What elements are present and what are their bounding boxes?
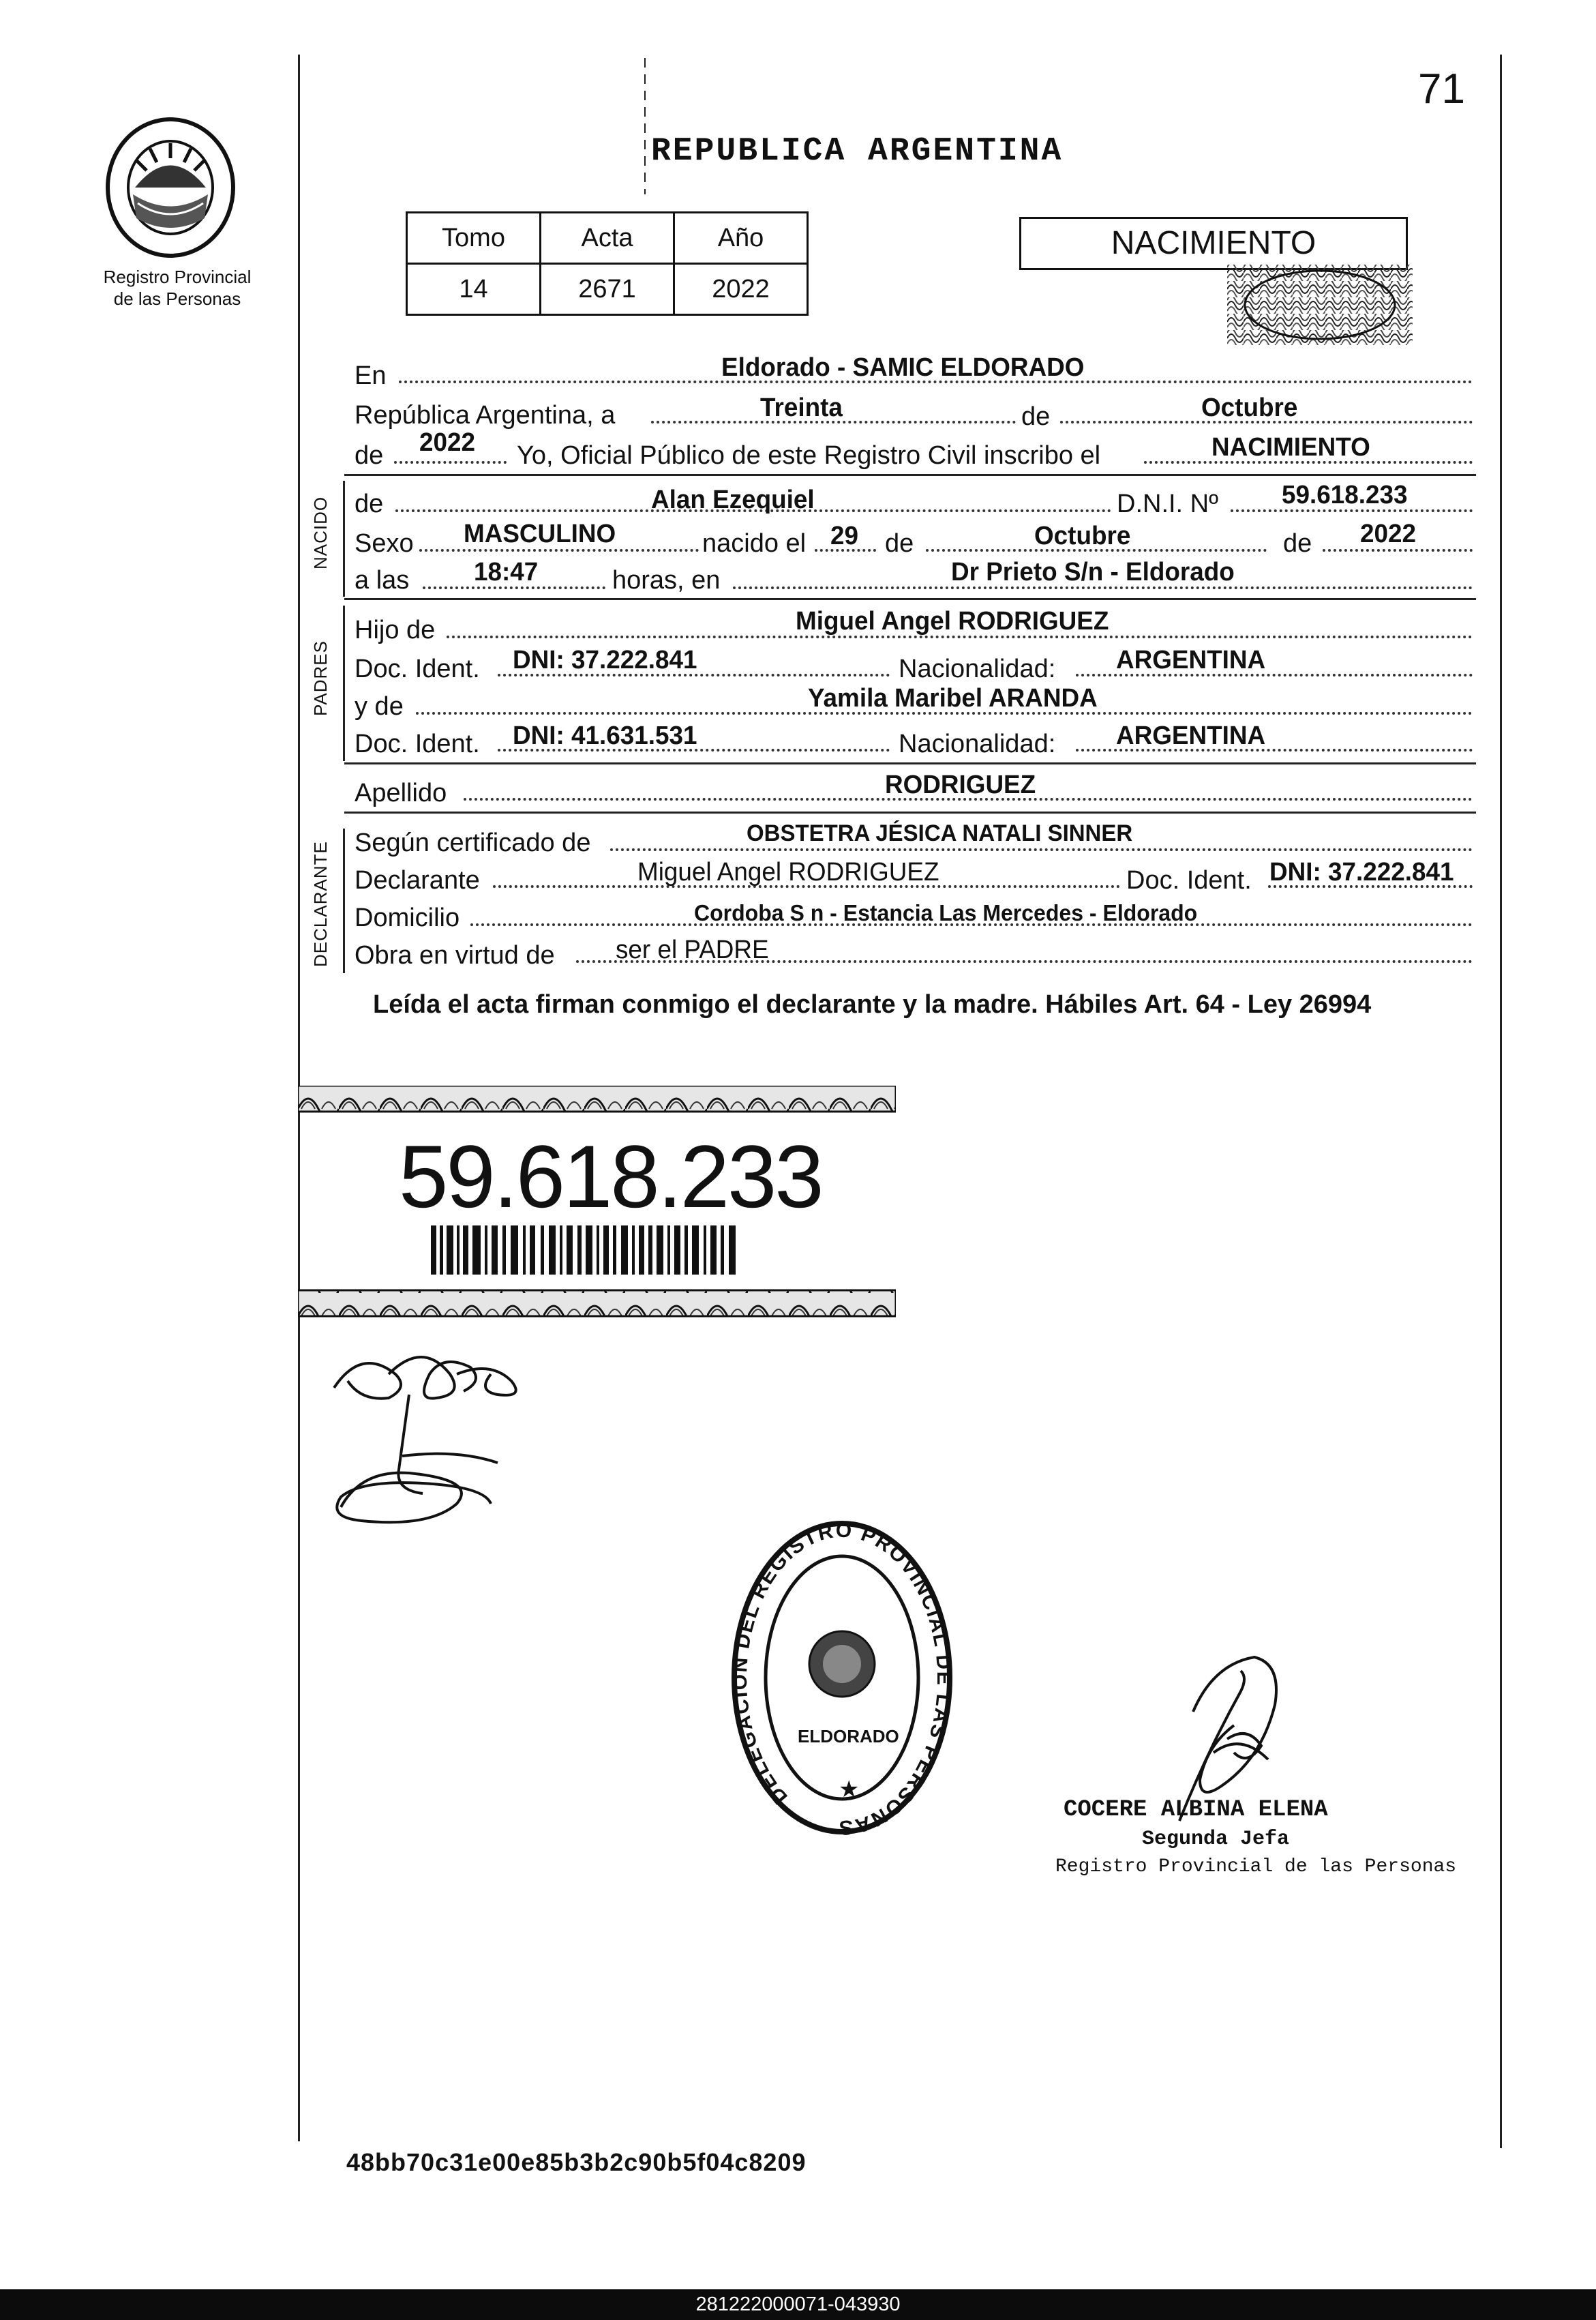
logo-caption-line-2: de las Personas: [113, 288, 241, 309]
id-number-large: 59.618.233: [399, 1127, 822, 1226]
mother-nationality-label: Nacionalidad:: [899, 730, 1056, 758]
logo-caption-line-1: Registro Provincial: [103, 267, 252, 287]
republica-label: República Argentina, a: [355, 401, 616, 430]
mother-doc: DNI: 41.631.531: [513, 722, 697, 750]
registry-header-anio: Año: [674, 213, 808, 264]
registry-table-value-row: [407, 264, 808, 315]
nacido-section-bar: [343, 481, 345, 597]
child-dni: 59.618.233: [1282, 481, 1408, 509]
registry-header-acta: Acta: [541, 213, 674, 264]
declarante-section-bar: [343, 829, 345, 973]
en-label: En: [355, 361, 387, 390]
father-doc-label: Doc. Ident.: [355, 655, 480, 683]
document-code-bar: [0, 2289, 1596, 2320]
registration-year: 2022: [419, 428, 476, 457]
nacido-el-label: nacido el: [702, 529, 807, 558]
declarante-section-label: DECLARANTE: [310, 841, 331, 967]
de-label-2: de: [355, 441, 384, 470]
child-name: Alan Ezequiel: [651, 486, 815, 514]
declarant-name: Miguel Angel RODRIGUEZ: [637, 858, 939, 887]
father-name: Miguel Angel RODRIGUEZ: [796, 607, 1109, 636]
nacido-section-label: NACIDO: [310, 496, 331, 569]
registry-header-tomo: Tomo: [407, 213, 541, 264]
act-type-box: NACIMIENTO: [1019, 217, 1408, 270]
apellido-label: Apellido: [355, 779, 447, 807]
svg-text:ELDORADO: ELDORADO: [798, 1726, 899, 1746]
svg-text:DELEGACION DEL REGISTRO PROVIN: DELEGACION DEL REGISTRO PROVINCIAL DE LAS PERSONAS: [729, 1519, 954, 1838]
sexo-dots: [419, 549, 699, 552]
father-doc: DNI: 37.222.841: [513, 646, 697, 674]
y-de-label: y de: [355, 692, 404, 721]
official-oval-stamp: [729, 1517, 954, 1838]
registration-month: Octubre: [1201, 393, 1298, 422]
child-sex: MASCULINO: [464, 520, 616, 548]
birth-day: 29: [830, 522, 859, 550]
registry-value-anio: 2022: [674, 264, 808, 315]
mother-doc-label: Doc. Ident.: [355, 730, 480, 758]
legal-closing-text: Leída el acta firman conmigo el declarante y la madre. Hábiles Art. 64 - Ley 26994: [373, 990, 1372, 1019]
mother-nationality: ARGENTINA: [1116, 722, 1266, 750]
registry-table: [406, 211, 809, 316]
horas-label: horas, en: [612, 566, 721, 595]
mother-name: Yamila Maribel ARANDA: [808, 684, 1098, 713]
father-nationality: ARGENTINA: [1116, 646, 1266, 674]
document-code: 281222000071-043930: [695, 2293, 901, 2315]
certificado-dots: [610, 848, 1473, 851]
birth-year: 2022: [1360, 520, 1417, 548]
officer-text: Yo, Oficial Público de este Registro Civil inscribo el: [517, 441, 1101, 470]
inscription-type: NACIMIENTO: [1211, 433, 1370, 462]
de-label-4: de: [1283, 529, 1312, 558]
registry-value-acta: 2671: [541, 264, 674, 315]
certificate-issuer: OBSTETRA JÉSICA NATALI SINNER: [747, 820, 1133, 846]
declarant-doc: DNI: 37.222.841: [1269, 858, 1454, 887]
declarant-address: Cordoba S n - Estancia Las Mercedes - Eldorado: [694, 900, 1198, 925]
declarant-relationship: ser el PADRE: [616, 936, 769, 964]
logo-caption: [75, 266, 280, 310]
dni-label: D.N.I. Nº: [1117, 490, 1218, 518]
declarant-doc-label: Doc. Ident.: [1126, 866, 1252, 895]
signatory-role: Segunda Jefa: [1142, 1828, 1290, 1851]
sexo-label: Sexo: [355, 529, 414, 558]
registry-value-tomo: 14: [407, 264, 541, 315]
declarant-signature: [320, 1333, 545, 1538]
top-center-dashes: [644, 58, 646, 194]
obra-label: Obra en virtud de: [355, 941, 555, 970]
birth-year-dots: [1323, 549, 1473, 552]
surname: RODRIGUEZ: [885, 771, 1036, 799]
hijo-de-label: Hijo de: [355, 616, 436, 644]
svg-text:★: ★: [839, 1776, 860, 1802]
registration-day: Treinta: [760, 393, 843, 422]
rule-after-padres: [344, 762, 1476, 764]
padres-section-bar: [343, 606, 345, 761]
right-margin-line: [1500, 55, 1502, 2148]
de-label-1: de: [1021, 402, 1051, 431]
document-hash: 48bb70c31e00e85b3b2c90b5f04c8209: [346, 2148, 807, 2176]
birth-address: Dr Prieto S/n - Eldorado: [951, 558, 1235, 586]
declarante-label: Declarante: [355, 866, 480, 895]
a-las-label: a las: [355, 566, 410, 595]
signatory-organization: Registro Provincial de las Personas: [1055, 1856, 1457, 1877]
de-label-3: de: [885, 529, 914, 558]
rule-after-apellido: [344, 812, 1476, 814]
rule-after-intro: [344, 474, 1476, 476]
year-dots: [394, 461, 507, 464]
domicilio-label: Domicilio: [355, 904, 460, 932]
page-number: 71: [1418, 65, 1465, 113]
registry-table-header-row: [407, 213, 808, 264]
padres-section-label: PADRES: [310, 640, 331, 716]
provincial-registry-logo: [102, 116, 239, 259]
birth-month: Octubre: [1034, 522, 1131, 550]
rule-after-nacido: [344, 598, 1476, 600]
birth-place-registry: Eldorado - SAMIC ELDORADO: [721, 353, 1085, 382]
birth-time: 18:47: [474, 558, 539, 586]
document-title: REPUBLICA ARGENTINA: [651, 133, 1064, 170]
certificado-label: Según certificado de: [355, 829, 591, 857]
father-nationality-label: Nacionalidad:: [899, 655, 1056, 683]
security-pattern-stamp: [1227, 265, 1413, 345]
nacido-de-label: de: [355, 490, 384, 518]
signatory-name: COCERE ALBINA ELENA: [1064, 1797, 1328, 1823]
